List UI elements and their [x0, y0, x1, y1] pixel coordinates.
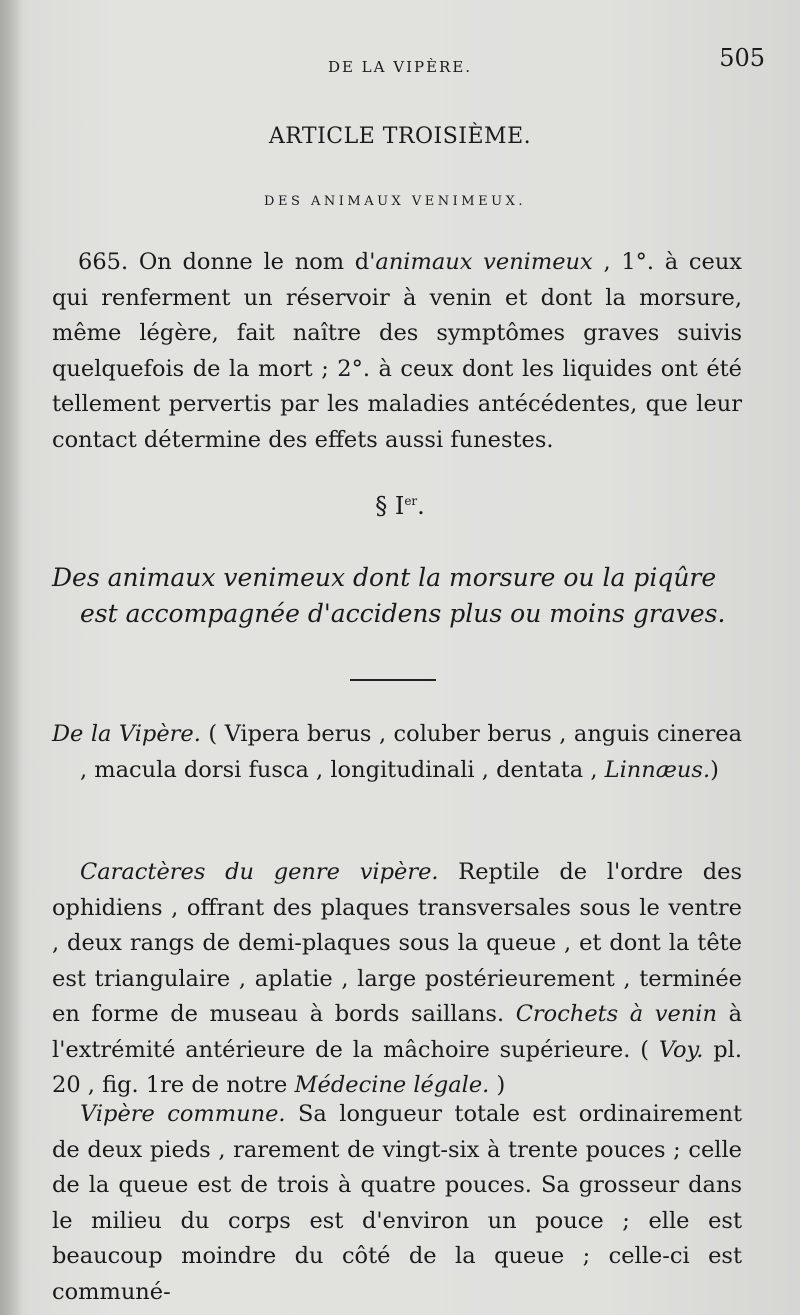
book-title: Médecine légale.	[294, 1072, 490, 1098]
section-subtitle: DES ANIMAUX VENIMEUX.	[264, 194, 526, 209]
paragraph-text: , 1°. à ceux qui renferment un réservoir à venin et dont la morsure, même légère, fait naître des symptômes graves suivis quelquefois de la mort ; 2°. à ceux dont les liquides ont été tellement pervertis par les maladies antécédentes, que leur contact détermine des effets aussi funestes.	[52, 249, 743, 453]
vipere-commune-title: Vipère commune.	[80, 1101, 286, 1127]
article-title: ARTICLE TROISIÈME.	[268, 124, 532, 149]
author-name: Linnæus.	[604, 756, 711, 783]
caracteres-title: Caractères du genre vipère.	[80, 859, 439, 885]
paragraph-caracteres: Caractères du genre vipère. Reptile de l'ordre des ophidiens , offrant des plaques transversales sous le ventre , deux rangs de demi-plaques sous la queue , et dont la tête est triangulaire , aplatie , large postérieurement , terminée en forme de museau à bords saillans. Crochets à venin à l'extrémité antérieure de la mâchoire supérieure. ( Voy. pl. 20 , fig. 1re de notre Médecine légale. )	[52, 859, 743, 1098]
horizontal-rule	[350, 679, 436, 681]
latin-names: ( Vipera berus , coluber berus , anguis cinerea , macula dorsi fusca , longitudinali , dentata ,	[80, 721, 742, 783]
paragraph-665	[52, 245, 742, 458]
section-heading: Des animaux venimeux dont la morsure ou la piqûre est accompagnée d'accidens plus ou moins graves.	[52, 563, 726, 628]
paragraph-text: On donne le nom d'	[128, 249, 376, 275]
paragraph-number: 665.	[78, 249, 129, 275]
running-head: DE LA VIPÈRE.	[327, 58, 473, 76]
section-mark: § Ier.	[375, 492, 425, 520]
entry-title: De la Vipère.	[52, 721, 201, 747]
vipere-entry: De la Vipère. ( Vipera berus , coluber berus , anguis cinerea , macula dorsi fusca , longitudinali , dentata , Linnæus.)	[52, 721, 742, 783]
italic-term: animaux venimeux	[375, 249, 593, 275]
paragraph-vipere-commune: Vipère commune. Sa longueur totale est ordinairement de deux pieds , rarement de vingt-six à trente pouces ; celle de la queue est de trois à quatre pouces. Sa grosseur dans le milieu du corps est d'environ un pouce ; elle est beaucoup moindre du côté de la queue ; celle-ci est communé-	[52, 1101, 743, 1305]
page-number: 505	[719, 44, 765, 72]
section-mark-superscript: er	[404, 494, 418, 508]
